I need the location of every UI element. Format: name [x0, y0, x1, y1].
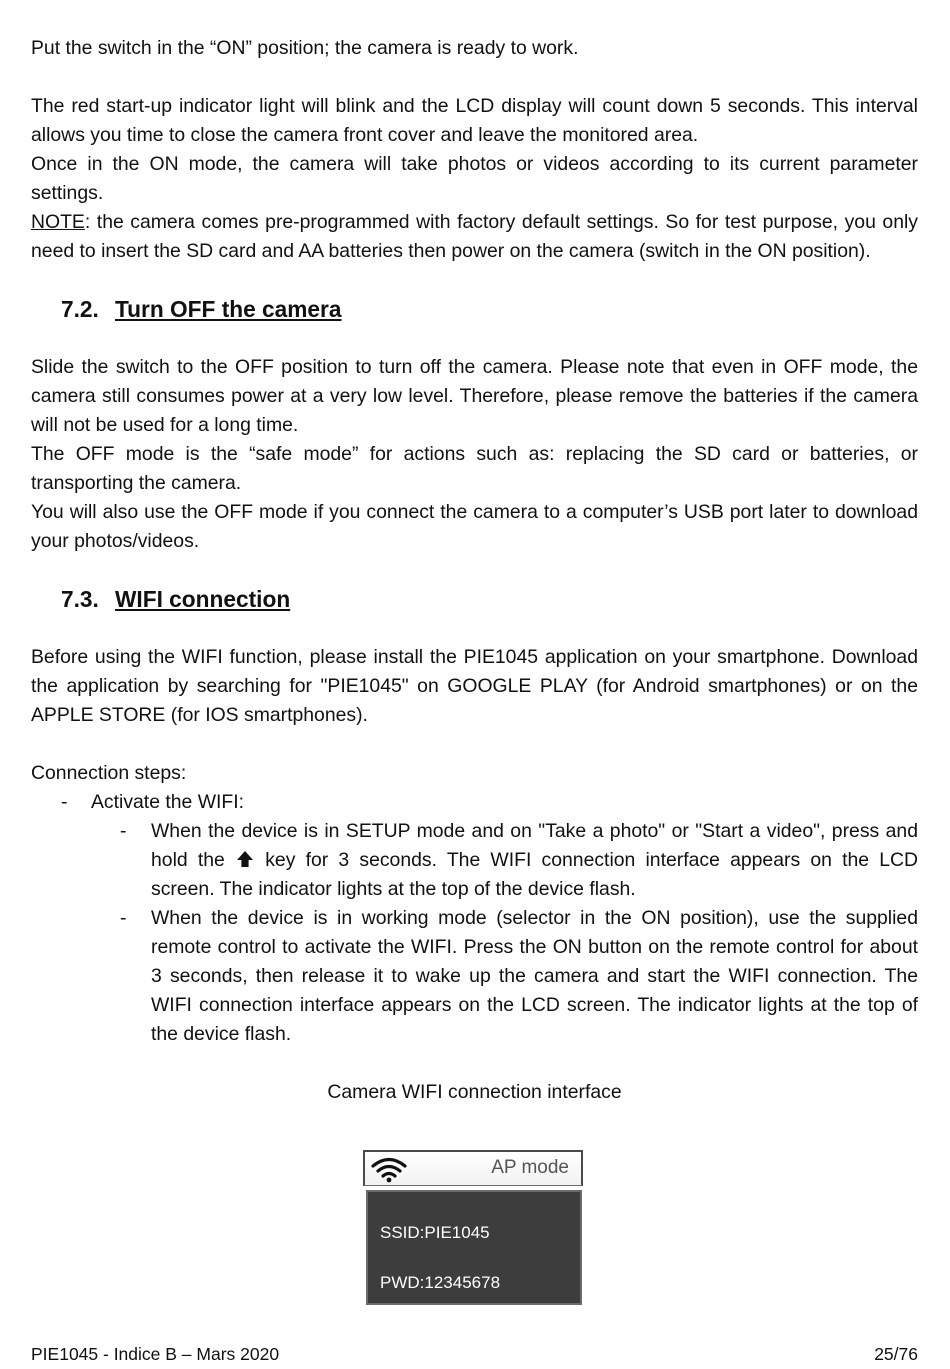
off-paragraph-2: The OFF mode is the “safe mode” for actions such as: replacing the SD card or batteries, or transporting the camera. — [31, 443, 918, 494]
off-paragraph-3: You will also use the OFF mode if you connect the camera to a computer’s USB port later to download your photos/videos. — [31, 501, 918, 552]
note-paragraph — [31, 208, 918, 266]
section-number: 7.2. — [61, 296, 99, 322]
list-item — [31, 904, 918, 1049]
wifi-interface-figure — [363, 1150, 583, 1305]
footer-document-ref: PIE1045 - Indice B – Mars 2020 — [31, 1344, 280, 1364]
intro-paragraph-1: Put the switch in the “ON” position; the camera is ready to work. — [31, 37, 579, 59]
connection-steps-list — [31, 788, 918, 1049]
section-heading-7-3 — [31, 585, 918, 614]
wifi-paragraph-1: Before using the WIFI function, please install the PIE1045 application on your smartphone. Download the application by searching for "PIE1045" on GOOGLE PLAY (for Android smartphones) or on the APPLE STORE (for IOS smartphones). — [31, 646, 918, 726]
sub-step-1-text-before: When the device is in SETUP mode and on "Take a photo" or "Start a video", press and hold the — [151, 820, 918, 871]
list-item — [31, 817, 918, 904]
section-title: WIFI connection — [115, 586, 291, 612]
arrow-up-icon — [235, 849, 255, 869]
intro-paragraph-2: The red start-up indicator light will blink and the LCD display will count down 5 seconds. This interval allows you time to close the camera front cover and leave the monitored area. — [31, 95, 918, 146]
document-page — [31, 34, 918, 1107]
wifi-icon — [371, 1156, 407, 1183]
figure-status-bar — [363, 1150, 583, 1186]
note-label: NOTE — [31, 211, 85, 233]
ap-mode-label: AP mode — [491, 1157, 569, 1178]
section-number: 7.3. — [61, 586, 99, 612]
password-text: PWD:12345678 — [380, 1273, 501, 1292]
section-heading-7-2 — [31, 295, 918, 324]
ssid-text: SSID:PIE1045 — [380, 1223, 490, 1242]
dash-bullet: - — [61, 791, 68, 813]
intro-paragraph-3: Once in the ON mode, the camera will take photos or videos according to its current parameter settings. — [31, 153, 918, 204]
sub-step-1-text-after: key for 3 seconds. The WIFI connection interface appears on the LCD screen. The indicator lights at the top of the device flash. — [151, 849, 919, 900]
sub-step-2-text: When the device is in working mode (selector in the ON position), use the supplied remote control to activate the WIFI. Press the ON button on the remote control for about 3 seconds, then release it to wake up the camera and start the WIFI connection. The WIFI connection interface appears on the LCD screen. The indicator lights at the top of the device flash. — [151, 907, 918, 1045]
list-item — [31, 788, 918, 1049]
figure-caption: Camera WIFI connection interface — [327, 1081, 622, 1103]
figure-credentials-panel — [366, 1190, 582, 1305]
step-1-text: Activate the WIFI: — [91, 791, 245, 813]
section-title: Turn OFF the camera — [115, 296, 342, 322]
sub-steps-list — [91, 817, 918, 1049]
footer-page-number: 25/76 — [874, 1344, 918, 1364]
connection-steps-label: Connection steps: — [31, 762, 187, 784]
note-text: : the camera comes pre-programmed with factory default settings. So for test purpose, you only need to insert the SD card and AA batteries then power on the camera (switch in the ON position). — [31, 211, 918, 262]
off-paragraph-1: Slide the switch to the OFF position to turn off the camera. Please note that even in OFF mode, the camera still consumes power at a very low level. Therefore, please remove the batteries if the camera will not be used for a long time. — [31, 356, 918, 436]
dash-bullet: - — [120, 820, 127, 842]
dash-bullet: - — [120, 907, 127, 929]
